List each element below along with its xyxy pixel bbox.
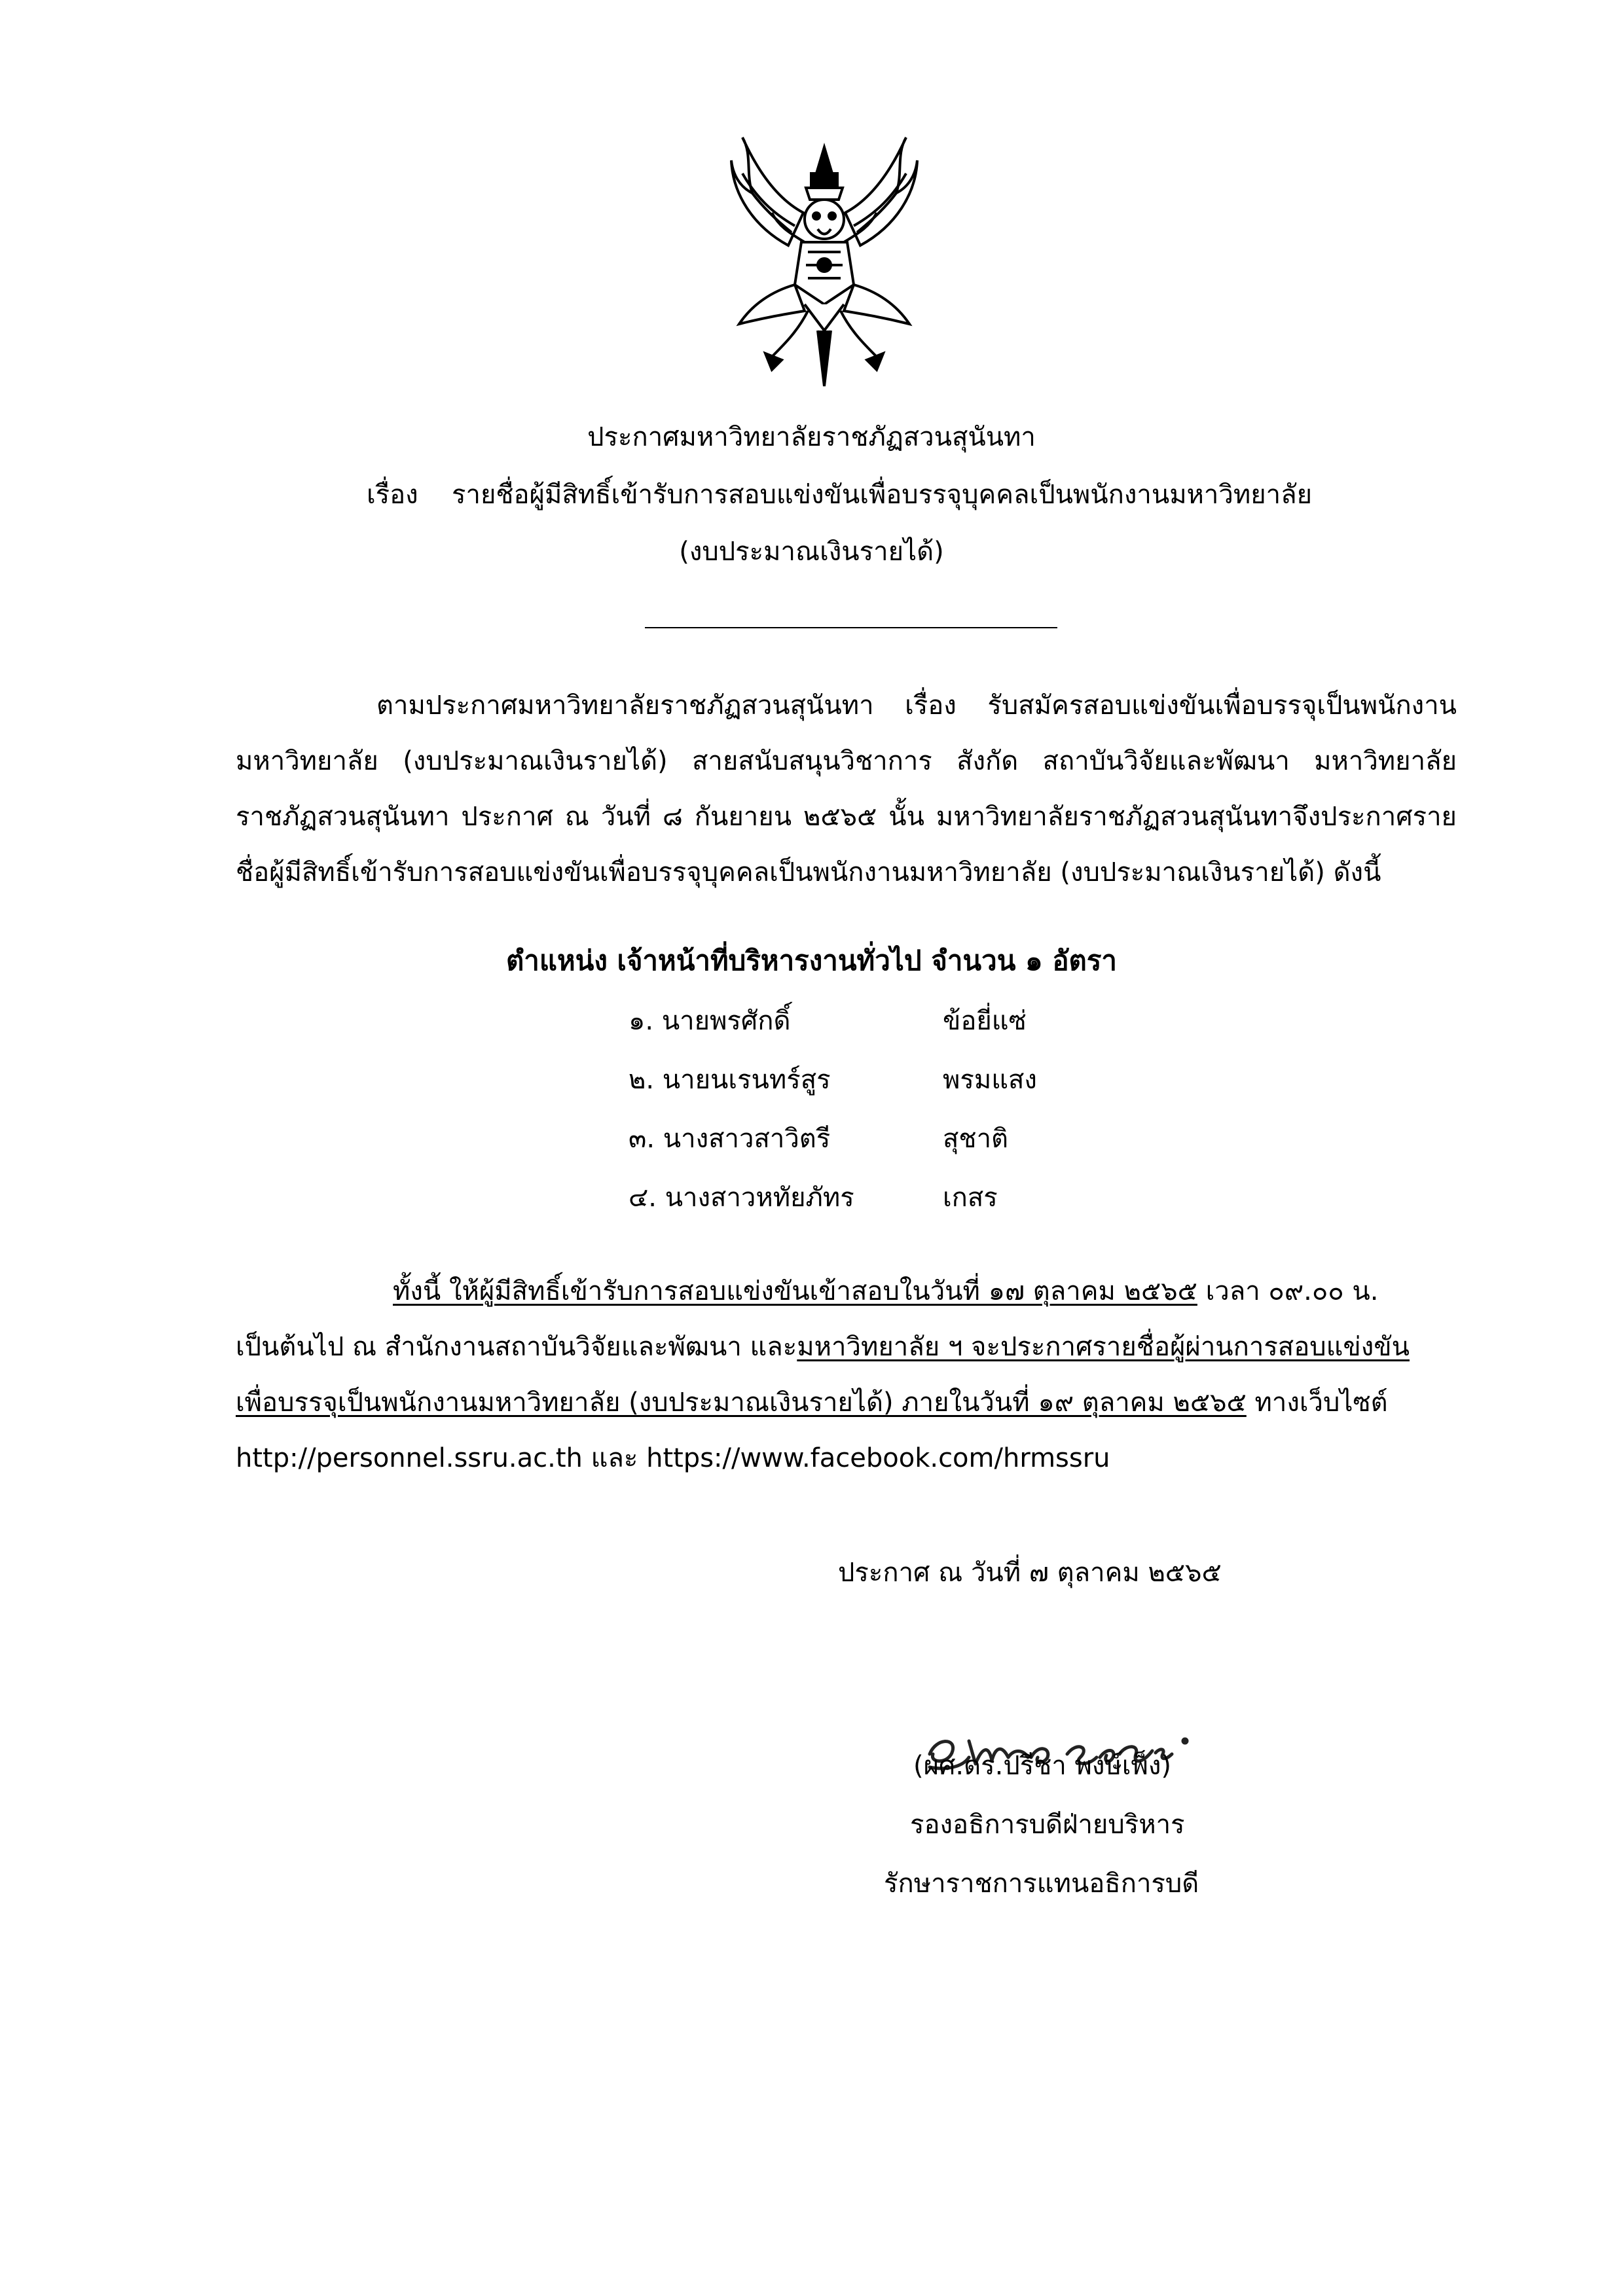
signatory-name: (ผศ.ดร.ปรีชา พงษ์เพ็ง): [913, 1751, 1171, 1781]
announcement-date: ประกาศ ณ วันที่ ๗ ตุลาคม ๒๕๖๕: [838, 1558, 1222, 1588]
exam-notice-line-1: [393, 1273, 1378, 1310]
result-announcement-text: มหาวิทยาลัย ฯ จะประกาศรายชื่อผู้ผ่านการสอบแข่งขัน: [797, 1332, 1410, 1362]
exam-venue-text: เป็นต้นไป ณ สำนักงานสถาบันวิจัยและพัฒนา และ: [236, 1332, 797, 1362]
announcement-title: ประกาศมหาวิทยาลัยราชภัฏสวนสุนันทา: [587, 422, 1036, 452]
candidate-surname: เกสร: [943, 1183, 998, 1213]
intro-line-4: ชื่อผู้มีสิทธิ์เข้ารับการสอบแข่งขันเพื่อบรรจุบุคคลเป็นพนักงานมหาวิทยาลัย (งบประมาณเงินรายได้) ดังนี้: [236, 857, 1381, 888]
signatory-title: รองอธิการบดีฝ่ายบริหาร: [910, 1810, 1185, 1840]
intro-line-1: ตามประกาศมหาวิทยาลัยราชภัฏสวนสุนันทา เรื่อง รับสมัครสอบแข่งขันเพื่อบรรจุเป็นพนักงาน: [376, 691, 1457, 721]
candidate-row: [629, 1178, 1152, 1217]
exam-notice-line-3: [236, 1384, 1388, 1421]
exam-notice-line-2: [236, 1329, 1410, 1365]
subject-text: รายชื่อผู้มีสิทธิ์เข้ารับการสอบแข่งขันเพื่อบรรจุบุคคลเป็นพนักงานมหาวิทยาลัย: [452, 480, 1313, 510]
subject-label: เรื่อง: [367, 480, 418, 510]
budget-note: (งบประมาณเงินรายได้): [679, 537, 944, 567]
candidate-name: ๓. นางสาวสาวิตรี: [629, 1124, 831, 1154]
exam-time-text: เวลา ๐๙.๐๐ น.: [1197, 1276, 1379, 1306]
exam-date-text: ทั้งนี้ ให้ผู้มีสิทธิ์เข้ารับการสอบแข่งขันเข้าสอบในวันที่ ๑๗ ตุลาคม ๒๕๖๕: [393, 1276, 1197, 1306]
result-date-text: เพื่อบรรจุเป็นพนักงานมหาวิทยาลัย (งบประมาณเงินรายได้) ภายในวันที่ ๑๙ ตุลาคม ๒๕๖๕: [236, 1388, 1247, 1418]
candidate-surname: สุชาติ: [943, 1124, 1008, 1154]
intro-line-3: ราชภัฏสวนสุนันทา ประกาศ ณ วันที่ ๘ กันยายน ๒๕๖๕ นั้น มหาวิทยาลัยราชภัฏสวนสุนันทาจึงประกาศราย: [236, 802, 1457, 832]
website-links[interactable]: http://personnel.ssru.ac.th และ https://www.facebook.com/hrmssru: [236, 1443, 1110, 1473]
candidate-name: ๔. นางสาวหทัยภัทร: [629, 1183, 854, 1213]
title-divider: [645, 627, 1057, 628]
intro-line-2: มหาวิทยาลัย (งบประมาณเงินรายได้) สายสนับสนุนวิชาการ สังกัด สถาบันวิจัยและพัฒนา มหาวิทยาลัย: [236, 746, 1457, 776]
candidate-name: ๒. นายนเรนทร์สูร: [629, 1065, 831, 1095]
website-label: ทางเว็บไซต์: [1246, 1388, 1388, 1418]
candidate-name: ๑. นายพรศักดิ์: [629, 1006, 791, 1036]
candidate-row: [629, 1001, 1152, 1041]
signatory-acting: รักษาราชการแทนอธิการบดี: [884, 1869, 1199, 1899]
garuda-emblem-icon: [726, 134, 922, 389]
candidate-surname: ข้อยี่แซ่: [943, 1006, 1027, 1036]
candidate-surname: พรมแสง: [943, 1065, 1037, 1095]
candidate-row: [629, 1060, 1152, 1100]
position-heading: ตำแหน่ง เจ้าหน้าที่บริหารงานทั่วไป จำนวน ๑ อัตรา: [506, 944, 1117, 977]
candidate-row: [629, 1119, 1152, 1158]
